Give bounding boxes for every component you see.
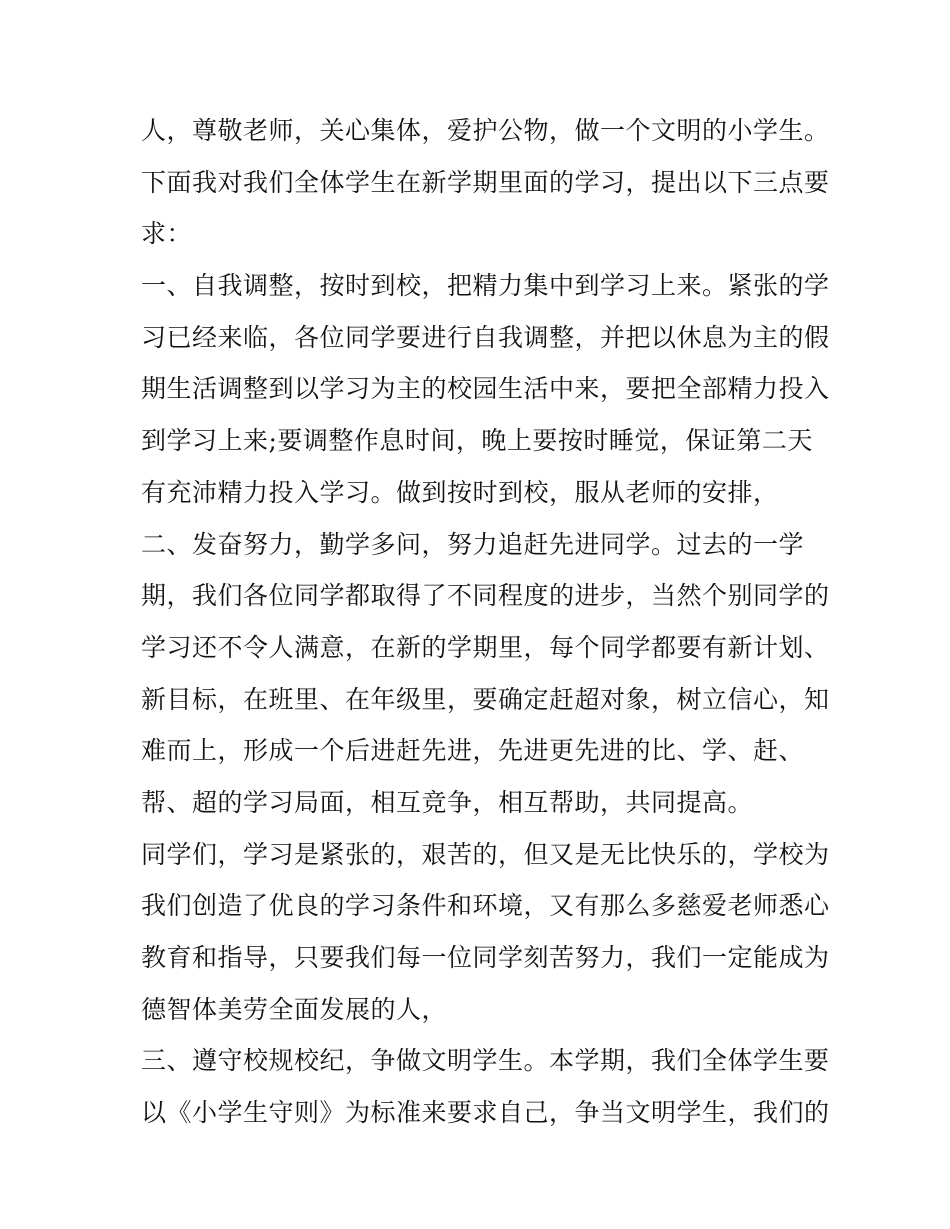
text-line: 习已经来临，各位同学要进行自我调整，并把以休息为主的假 bbox=[141, 322, 830, 352]
body-text bbox=[141, 105, 830, 1139]
text-line: 人，尊敬老师，关心集体，爱护公物，做一个文明的小学生。 bbox=[141, 116, 830, 145]
text-line: 期，我们各位同学都取得了不同程度的进步，当然个别同学的 bbox=[141, 581, 830, 611]
text-line: 到学习上来;要调整作息时间，晚上要按时睡觉，保证第二天 bbox=[141, 426, 813, 456]
text-line: 有充沛精力投入学习。做到按时到校，服从老师的安排， bbox=[141, 477, 779, 507]
text-line: 德智体美劳全面发展的人， bbox=[141, 994, 448, 1024]
text-line: 一、自我调整，按时到校，把精力集中到学习上来。紧张的学 bbox=[141, 271, 830, 301]
text-line: 二、发奋努力，勤学多问，努力追赶先进同学。过去的一学 bbox=[141, 529, 805, 559]
text-line: 期生活调整到以学习为主的校园生活中来，要把全部精力投入 bbox=[141, 374, 830, 404]
text-line: 教育和指导，只要我们每一位同学刻苦努力，我们一定能成为 bbox=[141, 943, 830, 972]
text-line: 以《小学生守则》为标准来要求自己，争当文明学生，我们的 bbox=[141, 1098, 830, 1128]
text-line: 下面我对我们全体学生在新学期里面的学习，提出以下三点要 bbox=[141, 167, 830, 197]
text-line: 同学们，学习是紧张的，艰苦的，但又是无比快乐的，学校为 bbox=[141, 839, 830, 869]
text-line: 难而上，形成一个后进赶先进，先进更先进的比、学、赶、 bbox=[141, 736, 805, 766]
text-line: 三、遵守校规校纪，争做文明学生。本学期，我们全体学生要 bbox=[141, 1046, 830, 1076]
text-line: 我们创造了优良的学习条件和环境，又有那么多慈爱老师悉心 bbox=[141, 891, 830, 921]
text-line: 学习还不令人满意，在新的学期里，每个同学都要有新计划、 bbox=[141, 632, 830, 662]
text-line: 帮、超的学习局面，相互竞争，相互帮助，共同提高。 bbox=[141, 787, 754, 817]
text-line: 求： bbox=[141, 219, 193, 249]
text-line: 新目标，在班里、在年级里，要确定赶超对象，树立信心，知 bbox=[141, 684, 830, 714]
